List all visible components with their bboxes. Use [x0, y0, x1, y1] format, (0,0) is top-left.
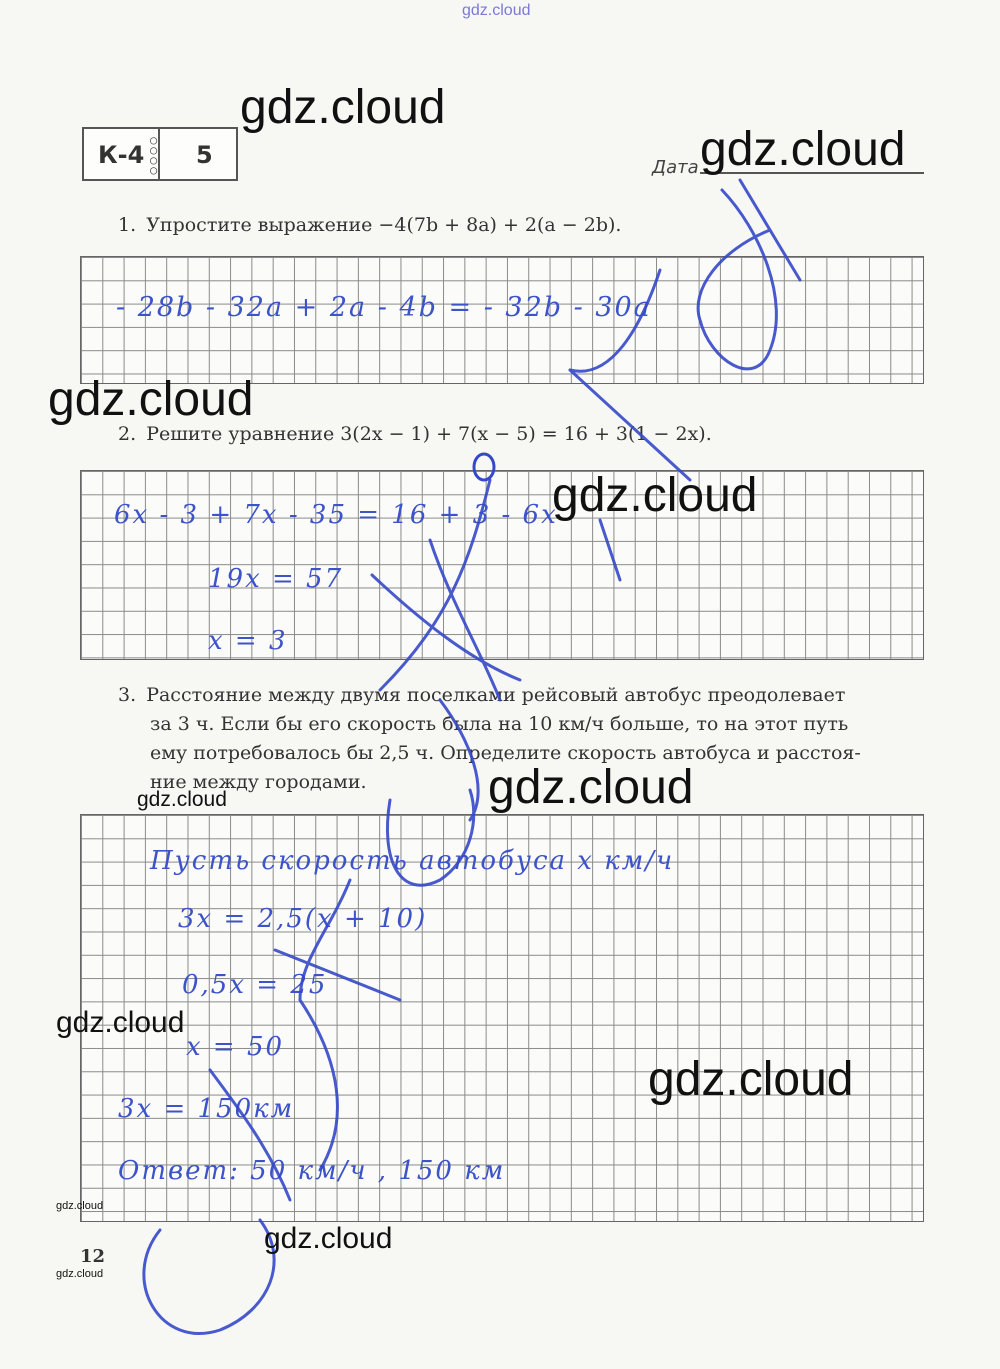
- task-3-text-line-1: Расстояние между двумя поселками рейсовый автобус преодолевает: [146, 684, 846, 706]
- watermark: gdz.cloud: [56, 1006, 185, 1039]
- task-3-answer-line-5: 3x = 150км: [118, 1094, 295, 1124]
- watermark: gdz.cloud: [648, 1053, 854, 1106]
- task-3-number: 3.: [118, 684, 137, 706]
- watermark: gdz.cloud: [48, 373, 254, 426]
- work-code: К-4: [98, 141, 145, 169]
- task-2-text: Решите уравнение 3(2x − 1) + 7(x − 5) = 16 + 3(1 − 2x).: [146, 423, 712, 445]
- page-number: 12: [80, 1246, 106, 1267]
- watermark: gdz.cloud: [488, 761, 694, 814]
- date-label: Дата: [652, 157, 699, 178]
- task-2-answer-line-3: x = 3: [208, 626, 288, 656]
- task-3-text-line-2: за 3 ч. Если бы его скорость была на 10 км/ч больше, то на этот путь: [150, 713, 849, 735]
- watermark: gdz.cloud: [240, 81, 446, 134]
- watermark: gdz.cloud: [552, 469, 758, 522]
- watermark: gdz.cloud: [56, 1200, 104, 1212]
- binder-rings-icon: ○ ○ ○ ○: [150, 133, 158, 177]
- task-1-answer-line-1: - 28b - 32a + 2a - 4b = - 32b - 30a: [116, 292, 652, 323]
- watermark: gdz.cloud: [137, 788, 227, 811]
- watermark: gdz.cloud: [56, 1268, 104, 1280]
- task-3-answer-line-4: x = 50: [186, 1032, 285, 1062]
- task-2-answer-line-1: 6x - 3 + 7x - 35 = 16 + 3 - 6x: [114, 500, 558, 530]
- task-1-number: 1.: [118, 214, 137, 236]
- task-2-number: 2.: [118, 423, 137, 445]
- task-3-answer-line-2: 3x = 2,5(x + 10): [178, 904, 428, 934]
- watermark: gdz.cloud: [264, 1222, 393, 1255]
- variant-number: 5: [196, 141, 213, 169]
- watermark: gdz.cloud: [700, 123, 906, 176]
- task-2-answer-line-2: 19x = 57: [208, 564, 344, 594]
- task-3-answer-line-6: Ответ: 50 км/ч , 150 км: [118, 1156, 506, 1186]
- scribble-ring-icon: [474, 454, 494, 480]
- task-3-text-line-4: ние между городами.: [150, 771, 367, 793]
- task-1-text: Упростите выражение −4(7b + 8a) + 2(a − 2b).: [146, 214, 622, 236]
- task-3-answer-line-1: Пусть скорость автобуса x км/ч: [150, 846, 675, 876]
- watermark-top: gdz.cloud: [462, 2, 531, 19]
- task-3-text-line-3: ему потребовалось бы 2,5 ч. Определите скорость автобуса и расстоя-: [150, 742, 861, 764]
- task-3-answer-line-3: 0,5x = 25: [182, 970, 328, 1000]
